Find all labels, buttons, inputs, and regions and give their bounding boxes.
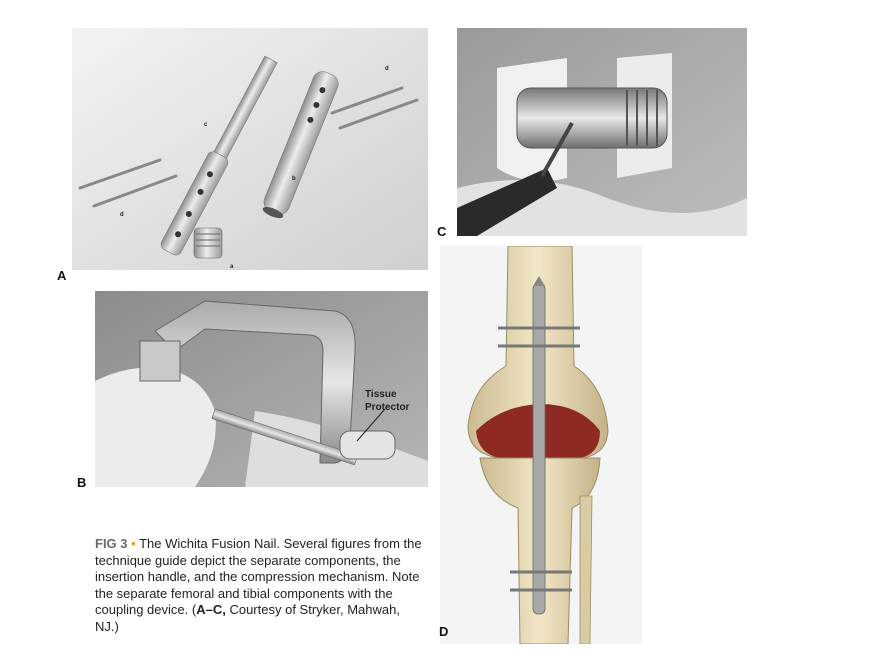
part-label-a: a: [230, 264, 234, 270]
part-label-d-left: d: [120, 212, 124, 218]
panel-a-photo: [72, 28, 428, 270]
annotation-protector: Protector: [365, 402, 410, 413]
part-label-b: b: [292, 176, 296, 182]
figure-caption: [95, 536, 425, 635]
caption-bullet: •: [131, 536, 136, 551]
caption-text: The Wichita Fusion Nail. Several figures from the technique guide depict the separate components, the insertion handle, and the compression mechanism. Note the separate femoral and tibial components with the coupling device.: [95, 536, 422, 617]
coupler-a: [194, 228, 222, 258]
panel-label-a: A: [57, 268, 67, 283]
panel-c-photo: [457, 28, 747, 236]
panel-label-b: B: [77, 475, 87, 490]
caption-figure-number: FIG 3: [95, 536, 128, 551]
part-label-c: c: [204, 122, 208, 128]
caption-credit-open: (: [191, 602, 197, 617]
annotation-tissue: Tissue: [365, 389, 397, 400]
part-label-d-top: d: [385, 66, 389, 72]
caption-credit-source: Courtesy of Stryker, Mahwah, NJ.): [95, 602, 400, 634]
panel-b-photo: [95, 291, 428, 487]
panel-label-c: C: [437, 224, 447, 239]
panel-label-d: D: [439, 624, 449, 639]
caption-credit-panels: A–C,: [196, 602, 226, 617]
panel-d-illustration: [440, 246, 642, 644]
